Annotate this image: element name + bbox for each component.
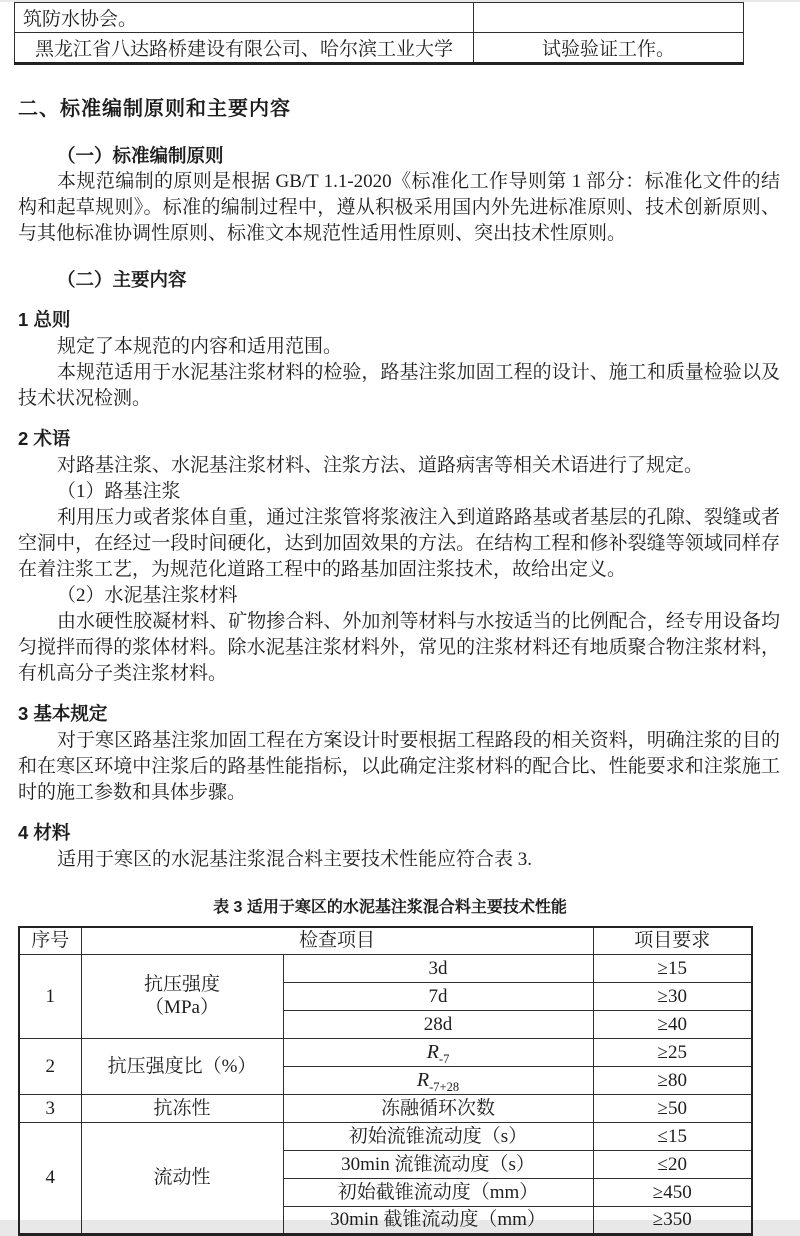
row-number: 3: [19, 1094, 81, 1122]
sub-item: 30min 流锥流动度（s）: [283, 1150, 593, 1178]
header-item: 检查项目: [81, 927, 593, 954]
sub-item: 初始截锥流动度（mm）: [283, 1178, 593, 1206]
spec-table: [18, 926, 753, 1236]
subsection-heading-principles: （一）标准编制原则: [57, 145, 224, 166]
header-requirement: 项目要求: [593, 927, 752, 954]
requirement-value: ≤15: [593, 1122, 752, 1150]
requirement-value: ≥350: [593, 1206, 752, 1234]
requirement-value: ≥25: [593, 1038, 752, 1066]
table-row: [15, 3, 744, 33]
list-item-term: （2）水泥基注浆材料: [57, 585, 238, 606]
requirement-value: ≥80: [593, 1066, 752, 1094]
requirement-value: ≤20: [593, 1150, 752, 1178]
check-item: [81, 954, 283, 1038]
symbol-subscript: -7+28: [429, 1079, 460, 1094]
section-heading-materials: 4 材料: [18, 822, 71, 843]
row-number: 2: [19, 1038, 81, 1094]
check-item-line: （MPa）: [145, 997, 219, 1018]
table-row: [19, 1038, 752, 1066]
symbol-subscript: -7: [438, 1051, 450, 1066]
sub-item: 冻融循环次数: [283, 1094, 593, 1122]
paragraph: 对路基注浆、水泥基注浆材料、注浆方法、道路病害等相关术语进行了规定。: [57, 455, 704, 476]
paragraph: 由水硬性胶凝材料、矿物掺合料、外加剂等材料与水按适当的比例配合，经专用设备均匀搅拌而得的浆体材料。除水泥基注浆材料外，常见的注浆材料还有地质聚合物注浆材料，有机高分子类注浆材料。: [18, 611, 780, 684]
contributors-table: [14, 2, 744, 65]
check-item: 抗冻性: [81, 1094, 283, 1122]
requirement-value: ≥40: [593, 1010, 752, 1038]
subsection-heading-content: （二）主要内容: [57, 269, 187, 290]
section-heading-basic-rules: 3 基本规定: [18, 703, 108, 724]
chapter-heading: 二、标准编制原则和主要内容: [18, 98, 291, 120]
table-header-row: [19, 927, 752, 954]
row-number: 4: [19, 1122, 81, 1234]
table-row: [15, 33, 744, 64]
paragraph: 对于寒区路基注浆加固工程在方案设计时要根据工程路段的相关资料，明确注浆的目的和在寒区环境中注浆后的路基性能指标，以此确定注浆材料的配合比、性能要求和注浆施工时的施工参数和具体步骤。: [18, 730, 780, 803]
paragraph: 本规范适用于水泥基注浆材料的检验，路基注浆加固工程的设计、施工和质量检验以及技术状况检测。: [18, 362, 780, 409]
sub-item: 30min 截锥流动度（mm）: [283, 1206, 593, 1234]
table-row: [19, 1094, 752, 1122]
header-no: 序号: [19, 927, 81, 954]
role-cell: 试验验证工作。: [474, 33, 744, 64]
document-body: [0, 95, 800, 873]
sub-item: 28d: [283, 1010, 593, 1038]
requirement-value: ≥50: [593, 1094, 752, 1122]
check-item-line: 抗压强度: [143, 974, 220, 995]
requirement-value: ≥30: [593, 982, 752, 1010]
section-heading-terms: 2 术语: [18, 428, 71, 449]
role-cell: [474, 3, 744, 33]
symbol-R: R: [416, 1068, 430, 1091]
requirement-value: ≥15: [593, 954, 752, 982]
row-number: 1: [19, 954, 81, 1038]
requirement-value: ≥450: [593, 1178, 752, 1206]
symbol-R: R: [426, 1040, 439, 1063]
sub-item-r7-28: [283, 1066, 593, 1094]
sub-item: 3d: [283, 954, 593, 982]
sub-item: 初始流锥流动度（s）: [283, 1122, 593, 1150]
table3-caption: 表 3 适用于寒区的水泥基注浆混合料主要技术性能: [213, 899, 567, 916]
paragraph: 利用压力或者浆体自重，通过注浆管将浆液注入到道路路基或者基层的孔隙、裂缝或者空洞中，在经过一段时间硬化，达到加固效果的方法。在结构工程和修补裂缝等领域同样存在着注浆工艺，为规范化道路工程中的路基加固注浆技术，故给出定义。: [18, 507, 780, 580]
paragraph: 适用于寒区的水泥基注浆混合料主要技术性能应符合表 3.: [57, 849, 533, 870]
contributor-cell: 筑防水协会。: [15, 3, 474, 33]
sub-item: 7d: [283, 982, 593, 1010]
contributor-cell: 黑龙江省八达路桥建设有限公司、哈尔滨工业大学: [15, 33, 474, 64]
document-page: [0, 2, 800, 1230]
list-item-term: （1）路基注浆: [57, 481, 181, 502]
check-item: 流动性: [81, 1122, 283, 1234]
paragraph: 规定了本规范的内容和适用范围。: [57, 336, 343, 357]
table-row: [19, 1122, 752, 1150]
sub-item-r7: [283, 1038, 593, 1066]
paragraph: 本规范编制的原则是根据 GB/T 1.1-2020《标准化工作导则第 1 部分：标准化文件的结构和起草规则》。标准的编制过程中，遵从积极采用国内外先进标准原则、技术创新原则、与其他标准协调性原则、标准文本规范性适用性原则、突出技术性原则。: [18, 171, 780, 244]
check-item: 抗压强度比（%）: [81, 1038, 283, 1094]
section-heading-general: 1 总则: [18, 309, 71, 330]
table-row: [19, 954, 752, 982]
